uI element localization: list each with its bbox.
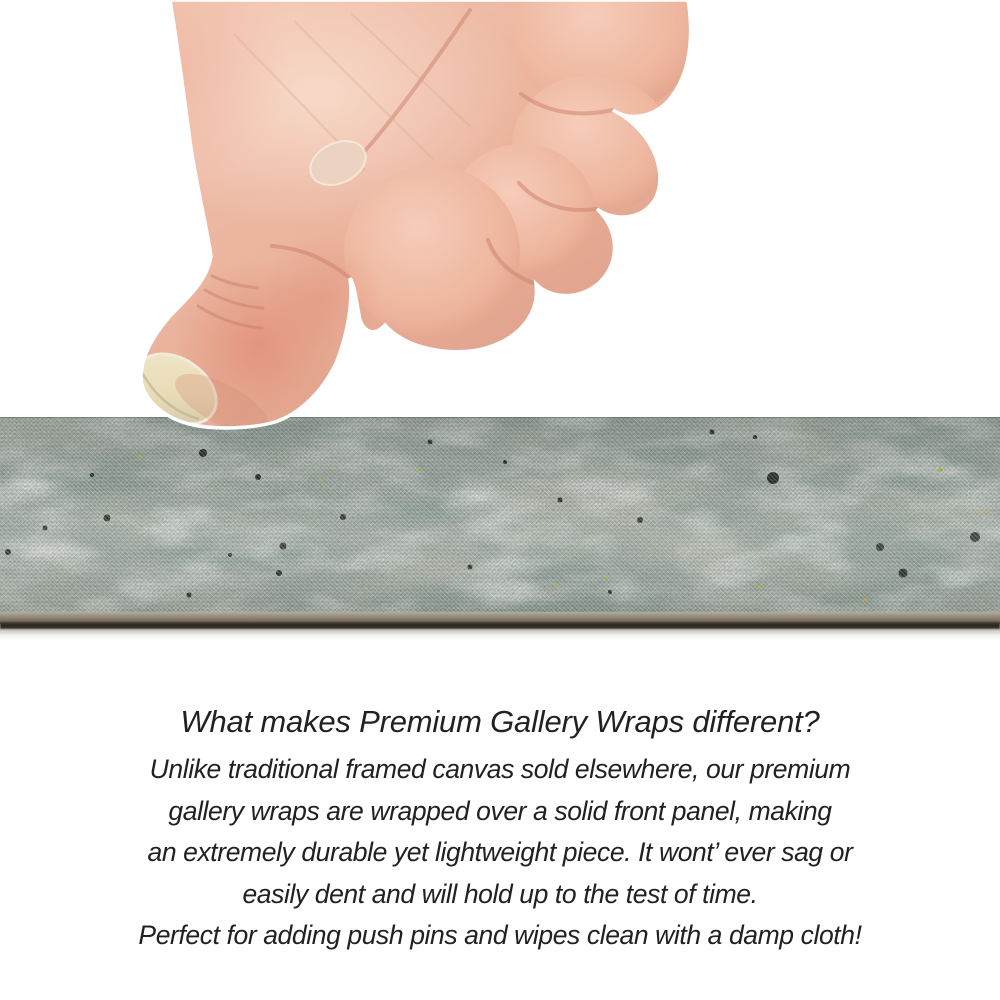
hand-photo xyxy=(0,0,1000,432)
body-line-5: Perfect for adding push pins and wipes clean with a damp cloth! xyxy=(138,920,862,950)
info-block xyxy=(0,702,1000,957)
body-line-1: Unlike traditional framed canvas sold elsewhere, our premium xyxy=(149,754,851,784)
body-line-4: easily dent and will hold up to the test of time. xyxy=(242,878,758,909)
body-line-2: gallery wraps are wrapped over a solid front panel, making xyxy=(168,795,832,826)
headline: What makes Premium Gallery Wraps different? xyxy=(180,704,820,739)
canvas-texture-strip xyxy=(0,417,1000,613)
panel-edge-dark-line xyxy=(0,622,1000,629)
body-line-3: an extremely durable yet lightweight piece. It wont’ ever sag or xyxy=(147,837,853,867)
thumb-redness-2 xyxy=(262,235,382,355)
canvas-shading xyxy=(0,417,1000,613)
panel-drop-shadow xyxy=(0,629,1000,640)
